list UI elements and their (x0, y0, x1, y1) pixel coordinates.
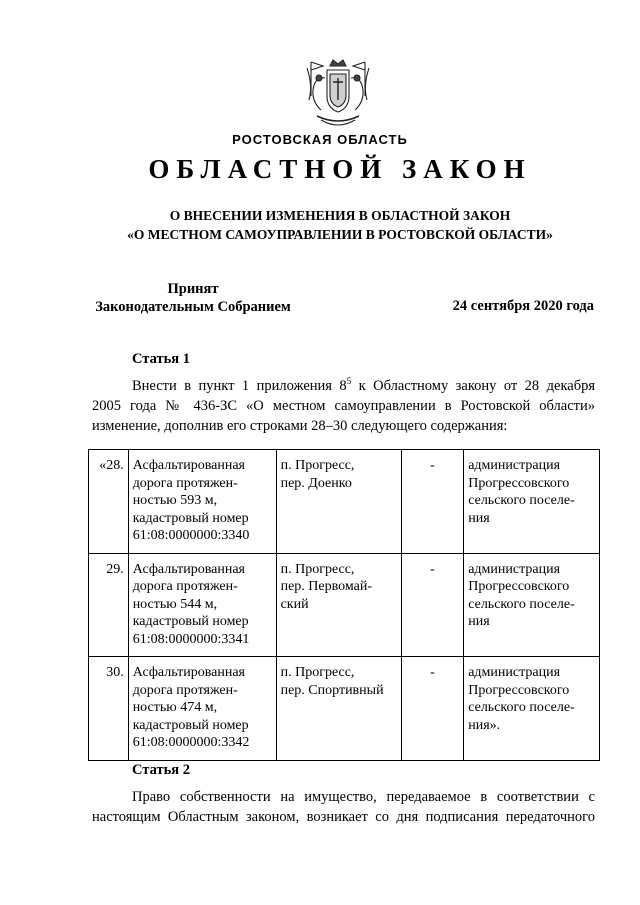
address-cell (276, 553, 401, 657)
text-line: изменение, дополнив его строками 28–30 следующего содержания: (92, 418, 508, 434)
cell-line: ский (280, 596, 309, 612)
article-2-text (92, 787, 595, 827)
document-type-title: ОБЛАСТНОЙ ЗАКОН (148, 154, 532, 184)
cell-line: Асфальтированная (132, 458, 245, 473)
cell-line: пер. Доенко (280, 475, 352, 491)
subtitle-line: «О МЕСТНОМ САМОУПРАВЛЕНИИ В РОСТОВСКОЙ ОБЛАСТИ» (127, 227, 553, 242)
region-name: РОСТОВСКАЯ ОБЛАСТЬ (232, 132, 408, 147)
text-line: 2005 года № 436-ЗС «О местном самоуправлении в Ростовской области» (92, 398, 595, 414)
cell-line: 61:08:0000000:3342 (132, 735, 250, 750)
owner-cell (464, 657, 600, 761)
adopted-word: Принят (167, 281, 219, 297)
cell-line: ностью 474 м, (132, 700, 218, 715)
row-number-cell: «28. (89, 450, 129, 554)
object-description-cell (128, 450, 276, 554)
cell-line: Асфальтированная (132, 665, 245, 680)
cell-line: ностью 544 м, (132, 596, 218, 612)
cell-line: ния». (468, 717, 501, 733)
adoption-label (93, 280, 293, 316)
table-row (89, 553, 600, 657)
empty-value-cell: - (401, 657, 464, 761)
coat-of-arms-icon (303, 56, 373, 132)
address-cell (276, 450, 401, 554)
adoption-date: 24 сентября 2020 года (452, 298, 594, 314)
cell-line: администрация (468, 458, 561, 473)
cell-line: ния (468, 614, 490, 629)
table-row (89, 657, 600, 761)
table-row (89, 450, 600, 554)
law-subtitle (0, 206, 640, 244)
owner-cell (464, 553, 600, 657)
address-cell (276, 657, 401, 761)
object-description-cell (128, 657, 276, 761)
cell-line: Прогрессовского (468, 682, 570, 698)
owner-cell (464, 450, 600, 554)
text-line: настоящим Областным законом, возникает со дня подписания передаточного (92, 809, 595, 825)
cell-line: администрация (468, 561, 561, 577)
cell-line: сельского поселе- (468, 700, 575, 715)
cell-line: 61:08:0000000:3340 (132, 528, 250, 543)
article-1-text (92, 376, 595, 436)
cell-line: кадастровый номер (132, 510, 249, 526)
cell-line: п. Прогресс, (280, 561, 355, 577)
cell-line: пер. Первомай- (280, 579, 373, 594)
article-1-heading: Статья 1 (132, 351, 190, 367)
cell-line: ностью 593 м, (132, 493, 218, 508)
subtitle-line: О ВНЕСЕНИИ ИЗМЕНЕНИЯ В ОБЛАСТНОЙ ЗАКОН (169, 208, 511, 223)
cell-line: Прогрессовского (468, 579, 570, 594)
empty-value-cell: - (401, 450, 464, 554)
cell-line: сельского поселе- (468, 596, 575, 612)
cell-line: кадастровый номер (132, 717, 249, 733)
cell-line: сельского поселе- (468, 493, 575, 508)
cell-line: кадастровый номер (132, 614, 249, 629)
cell-line: п. Прогресс, (280, 458, 355, 473)
cell-line: п. Прогресс, (280, 665, 355, 680)
article-2-heading: Статья 2 (132, 762, 190, 778)
cell-line: дорога протяжен- (132, 475, 238, 491)
text-line: Право собственности на имущество, передаваемое в соответствии с (132, 789, 595, 805)
cell-line: Асфальтированная (132, 561, 245, 577)
adopted-by: Законодательным Собранием (95, 299, 291, 315)
row-number-cell: 30. (89, 657, 129, 761)
object-description-cell (128, 553, 276, 657)
amendment-table (88, 449, 600, 761)
row-number-cell: 29. (89, 553, 129, 657)
text-line: Внести в пункт 1 приложения $8^5$ к Областному закону от 28 декабря (132, 376, 595, 394)
cell-line: дорога протяжен- (132, 682, 238, 698)
cell-line: ния (468, 510, 490, 526)
cell-line: пер. Спортивный (280, 682, 384, 698)
cell-line: Прогрессовского (468, 475, 570, 491)
cell-line: администрация (468, 665, 561, 680)
cell-line: дорога протяжен- (132, 579, 238, 594)
cell-line: 61:08:0000000:3341 (132, 631, 250, 647)
empty-value-cell: - (401, 553, 464, 657)
